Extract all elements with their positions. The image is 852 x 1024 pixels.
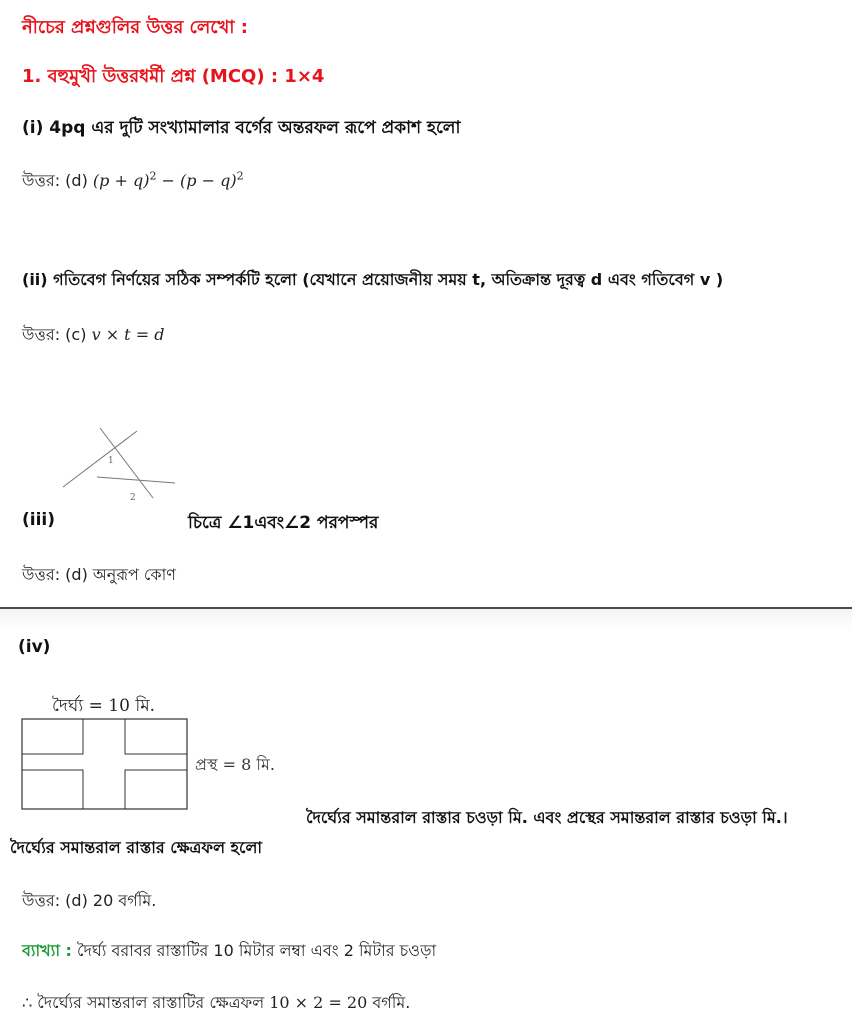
answer-math-exp1: 2: [149, 169, 157, 183]
section-title: 1. বহুমুখী উত্তরধর্মী প্রশ্ন (MCQ) : 1×4: [22, 66, 325, 87]
question-3-answer: উত্তর: (d) অনুরূপ কোণ: [22, 565, 176, 584]
question-1-answer: [22, 168, 244, 195]
answer-math: v × t = d: [91, 325, 165, 344]
conclusion-prefix: ∴ দৈর্ঘ্যের সমান্তরাল রাস্তাটির ক্ষেত্রফল: [22, 993, 270, 1012]
explanation-line: [22, 938, 436, 965]
length-label: দৈর্ঘ্য = 10 মি.: [52, 696, 156, 716]
angle-2-label: 2: [130, 493, 136, 500]
question-4-text-line1: দৈর্ঘ্যের সমান্তরাল রাস্তার চওড়া মি. এবং প্রস্থের সমান্তরাল রাস্তার চওড়া মি.।: [306, 808, 788, 827]
question-3-text: চিত্রে ∠1এবং∠2 পরপস্পর: [188, 513, 379, 533]
explanation-label: ব্যাখ্যা :: [22, 941, 72, 960]
question-2-answer: [22, 322, 164, 349]
answer-math-b: (p − q): [180, 171, 237, 190]
instruction-heading: নীচের প্রশ্নগুলির উত্তর লেখো :: [22, 17, 248, 38]
answer-math-exp2: 2: [236, 169, 244, 183]
question-4-answer: উত্তর: (d) 20 বর্গমি.: [22, 891, 157, 910]
page-break-shade: [0, 609, 852, 631]
answer-label: উত্তর: (d): [22, 171, 88, 190]
intersecting-lines-figure: [55, 425, 185, 500]
question-4-text-line2: দৈর্ঘ্যের সমান্তরাল রাস্তার ক্ষেত্রফল হলো: [10, 838, 263, 857]
question-4-number: (iv): [18, 637, 51, 657]
question-2-text: (ii) গতিবেগ নির্ণয়ের সঠিক সম্পর্কটি হলো (যেখানে প্রয়োজনীয় সময় t, অতিক্রান্ত দূরত্ব d এবং গতিবেগ v ): [22, 270, 724, 289]
width-label: প্রস্থ = 8 মি.: [195, 755, 275, 774]
answer-label: উত্তর: (c): [22, 325, 87, 344]
explanation-text: দৈর্ঘ্য বরাবর রাস্তাটির 10 মিটার লম্বা এবং 2 মিটার চওড়া: [71, 941, 437, 960]
question-3-number: (iii): [22, 510, 56, 530]
conclusion-math: 10 × 2 = 20: [269, 993, 368, 1012]
answer-math-a: (p + q): [92, 171, 150, 190]
conclusion-line: [22, 990, 410, 1017]
field-with-roads-figure: [21, 718, 191, 812]
angle-1-label: 1: [108, 456, 114, 466]
conclusion-suffix: বর্গমি.: [367, 993, 411, 1012]
question-1-text: (i) 4pq এর দুটি সংখ্যামালার বর্গের অন্তরফল রূপে প্রকাশ হলো: [22, 118, 461, 138]
answer-math-minus: −: [156, 171, 181, 190]
